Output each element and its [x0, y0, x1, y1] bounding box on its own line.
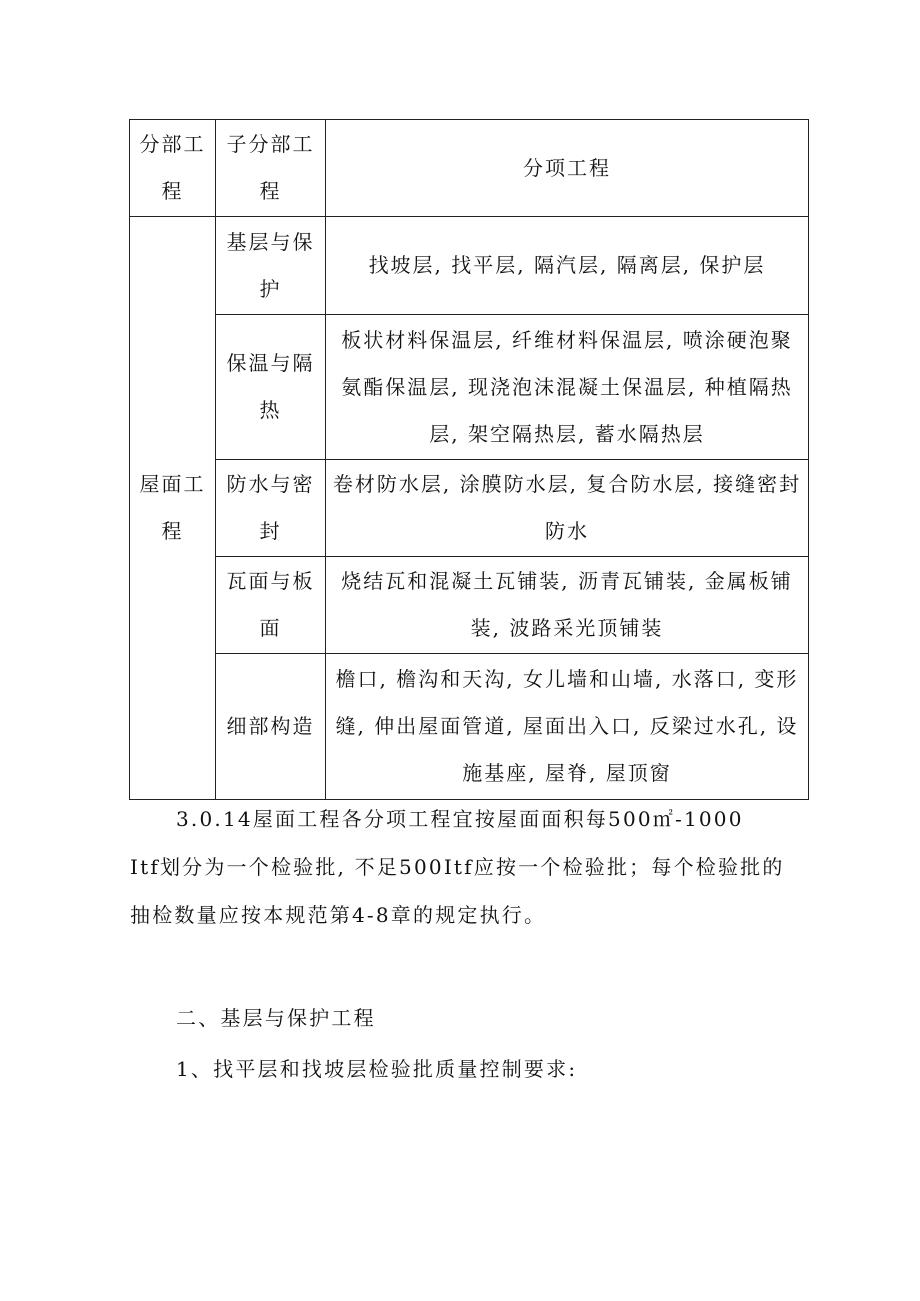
division-cell: 屋面工程	[130, 217, 216, 800]
items-cell: 烧结瓦和混凝土瓦铺装, 沥青瓦铺装, 金属板铺装, 波路采光顶铺装	[326, 557, 809, 654]
subdivision-cell: 保温与隔热	[216, 315, 326, 460]
table-row	[130, 460, 809, 557]
subdivision-cell: 基层与保护	[216, 217, 326, 315]
items-cell: 卷材防水层, 涂膜防水层, 复合防水层, 接缝密封防水	[326, 460, 809, 557]
clause-line-1: 3.0.14屋面工程各分项工程宜按屋面面积每500㎡-1000	[176, 807, 744, 831]
inspection-division-table	[129, 119, 809, 800]
table-row	[130, 315, 809, 460]
table-header-row	[130, 120, 809, 217]
items-cell: 找坡层, 找平层, 隔汽层, 隔离层, 保护层	[326, 217, 809, 315]
section-heading: 二、基层与保护工程	[176, 1006, 376, 1030]
header-items: 分项工程	[326, 120, 809, 217]
items-cell: 板状材料保温层, 纤维材料保温层, 喷涂硬泡聚氨酯保温层, 现浇泡沫混凝土保温层, 种植隔热层, 架空隔热层, 蓄水隔热层	[326, 315, 809, 460]
items-cell: 檐口, 檐沟和天沟, 女儿墙和山墙, 水落口, 变形缝, 伸出屋面管道, 屋面出入口, 反梁过水孔, 设施基座, 屋脊, 屋顶窗	[326, 654, 809, 800]
subdivision-cell: 防水与密封	[216, 460, 326, 557]
clause-line-3: 抽检数量应按本规范第4-8章的规定执行。	[130, 903, 547, 927]
header-subdivision: 子分部工程	[216, 120, 326, 217]
subsection-heading: 1、找平层和找坡层检验批质量控制要求:	[176, 1057, 578, 1081]
header-division: 分部工程	[130, 120, 216, 217]
clause-line-2: Itf划分为一个检验批, 不足500Itf应按一个检验批；每个检验批的	[130, 855, 785, 879]
table-row	[130, 217, 809, 315]
subdivision-cell: 瓦面与板面	[216, 557, 326, 654]
subdivision-cell: 细部构造	[216, 654, 326, 800]
table-row	[130, 557, 809, 654]
table-row	[130, 654, 809, 800]
